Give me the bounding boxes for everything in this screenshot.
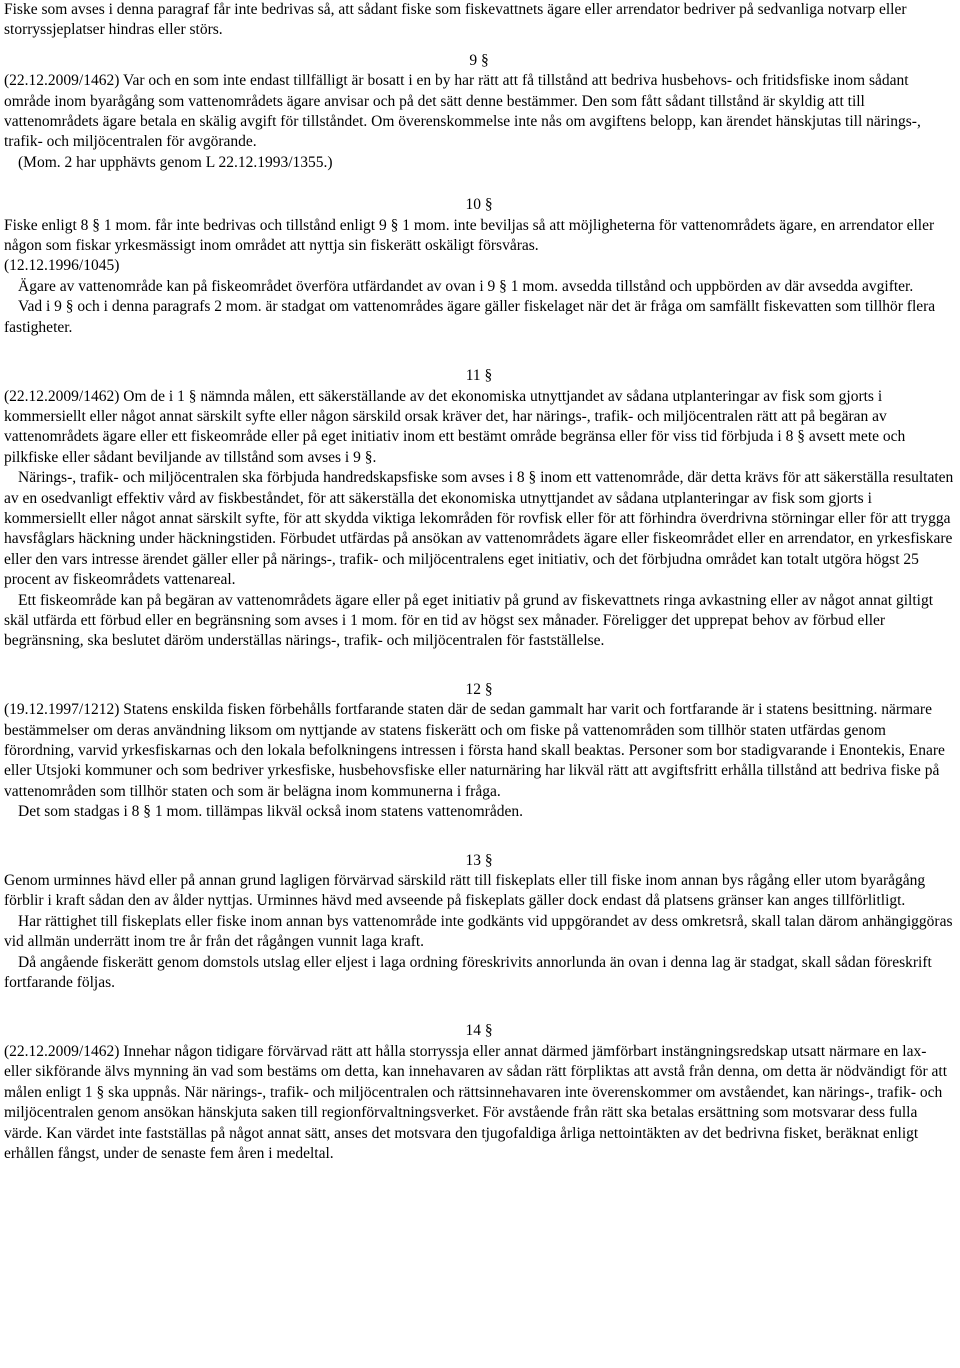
section-11-paragraph-1: (22.12.2009/1462) Om de i 1 § nämnda målen, ett säkerställande av det ekonomiska utnyttjandet av sådana utplanteringar av fisk som gjorts i kommersiellt eller något annat särskilt syfte eller någon särskild orsak kräver det, har närings-, trafik- och miljöcentralen rätt att på begäran av vattenområdets ägare eller ett fiskeområde eller på eget initiativ inom ett bestämt område begränsa eller för viss tid förbjuda i 8 § avsett mete och pilkfiske eller sådant beviljande av tillstånd som avses i 9 §.: [4, 387, 906, 466]
section-11-paragraph-3: Ett fiskeområde kan på begäran av vattenområdets ägare eller på eget initiativ på grund av fiskevattnets ringa avkastning eller av något annat giltigt skäl utfärda ett förbud eller en begränsning som avses i 1 mom. för en tid av högst sex månader. Föreligger det upprepat behov av förbud eller begränsning, ska beslutet däröm underställas närings-, trafik- och miljöcentralen för fastställelse.: [4, 591, 934, 650]
section-12-paragraph-2: Det som stadgas i 8 § 1 mom. tillämpas likväl också inom statens vattenområden.: [18, 803, 523, 821]
section-9-paragraph-2: (Mom. 2 har upphävts genom L 22.12.1993/1355.): [18, 153, 333, 171]
section-10-paragraph-1: Fiske enligt 8 § 1 mom. får inte bedrivas och tillstånd enligt 9 § 1 mom. inte beviljas så att möjligheterna för vattenområdets ägare, en arrendator eller någon som fiskar yrkesmässigt inom området att nyttja sin fiskerätt oskäligt försvåras.: [4, 216, 935, 255]
section-heading-14: 14 §: [465, 1022, 493, 1040]
intro-paragraph: Fiske som avses i denna paragraf får inte bedrivas så, att sådant fiske som fiskevattnets ägare eller arrendator bedriver på sedvanliga notvarp eller storryssjeplatser hindras eller störs.: [4, 1, 907, 39]
section-10-paragraph-2: (12.12.1996/1045): [4, 257, 120, 275]
section-heading-11: 11 §: [465, 367, 493, 385]
section-13-paragraph-2: Har rättighet till fiskeplats eller fiske inom annan bys vattenområde inte godkänts vid uppgörandet av dess omkretsrå, skall talan därom anhängiggöras vid allmän underrätt inom tre år från det rågången vunnit laga kraft.: [4, 912, 953, 951]
section-10-paragraph-4: Vad i 9 § och i denna paragrafs 2 mom. är stadgat om vattenområdes ägare gäller fiskelaget när det är fråga om samfällt fiskevatten som tillhör flera fastigheter.: [4, 298, 936, 336]
section-11-paragraph-2: Närings-, trafik- och miljöcentralen ska förbjuda handredskapsfiske som avses i 8 § inom ett vattenområde, där detta krävs för att säkerställa resultaten av en osedvanligt effektiv vård av fiskbeståndet, för att säkerställa det ekonomiska utnyttjandet av sådana utplanteringar av fisk som gjorts i kommersiellt eller något annat särskilt syfte, för att skydda viktiga lekområden för rovfisk eller för att förhindra överdrivna störningar eller för att trygga havsfåglars häckning under häckningstiden. Förbudet utfärdas på ansökan av vattenområdets ägare eller fiskeområdet eller en arrendator, en yrkesfiskare eller den vars intresse ärendet gäller eller på närings-, trafik- och miljöcentralens eget initiativ, och det förbjudna området kan totalt utgöra högst 25 procent av fiskeområdets vattenareal.: [4, 469, 954, 589]
section-heading-12: 12 §: [465, 680, 493, 698]
section-heading-10: 10 §: [465, 196, 493, 214]
section-13-paragraph-1: Genom urminnes hävd eller på annan grund lagligen förvärvad särskild rätt till fiskeplats eller till fiske inom annan bys rågång eller utom byarågång förblir i kraft sådan den av ålder nyttjas. Urminnes hävd med avseende på fiskeplats gäller dock endast då platsens gränser kan anges tillförlitligt.: [4, 872, 926, 910]
section-heading-9: 9 §: [469, 51, 489, 69]
section-13-paragraph-3: Då angående fiskerätt genom domstols utslag eller eljest i laga ordning föreskrivits annorlunda än ovan i denna lag är stadgat, skall sådan föreskrift fortfarande följas.: [4, 953, 932, 992]
section-12-paragraph-1: (19.12.1997/1212) Statens enskilda fisken förbehålls fortfarande staten där de sedan gammalt har varit och fortfarande är i statens besittning. närmare bestämmelser om deras användning liksom om nyttjande av statens fiskerätt och om fiske på vattenområden som tillhör staten utfärdas genom förordning, varvid yrkesfiskarnas och den lokala befolkningens intressen i första hand skall beaktas. Personer som bor stadigvarande i Enontekis, Enare eller Utsjoki kommuner och som bedriver yrkesfiske, husbehovsfiske eller naturnäring har likväl rätt att avgiftsfritt erhålla tillstånd att bedriva fiske på vattenområden som tillhör staten och som är belägna inom kommunerna i fråga.: [4, 701, 945, 800]
section-heading-13: 13 §: [465, 851, 493, 869]
section-9-paragraph-1: (22.12.2009/1462) Var och en som inte endast tillfälligt är bosatt i en by har rätt att få tillstånd att bedriva husbehovs- och fritidsfiske inom sådant område inom byarågång som vattenområdets ägare anvisar och på det sätt denne bestämmer. Den som fått sådant tillstånd är skyldig att till vattenområdets ägare betala en skälig avgift för tillståndet. Om överenskommelse inte nås om avgiftens belopp, kan ärendet hänskjutas till närings-, trafik- och miljöcentralen för avgörande.: [4, 72, 921, 151]
section-10-paragraph-3: Ägare av vattenområde kan på fiskeområdet överföra utfärdandet av ovan i 9 § 1 mom. avsedda tillstånd och uppbörden av där avsedda avgifter.: [18, 277, 914, 295]
section-14-paragraph-1: (22.12.2009/1462) Innehar någon tidigare förvärvad rätt att hålla storryssja eller annat därmed jämförbart instängningsredskap utsatt närmare en lax- eller sikförande älvs mynning än vad som bestäms om detta, kan innehavaren av sådan rätt förpliktas att avstå från denna, om detta är nödvändigt för att målen enligt 1 § ska uppnås. När närings-, trafik- och miljöcentralen och rättsinnehavaren inte överenskommer om avståendet, kan närings-, trafik- och miljöcentralen genom ansökan hänskjuta saken till regionförvaltningsverket. För avstående från rätt ska betalas ersättning som motsvarar dess fulla värde. Kan värdet inte fastställas på något annat sätt, anses det motsvara den tjugofaldiga årliga nettointäkten av det bedrivna fisket, beräknat enligt erhållen fångst, under de senaste fem åren i medeltal.: [4, 1042, 948, 1162]
